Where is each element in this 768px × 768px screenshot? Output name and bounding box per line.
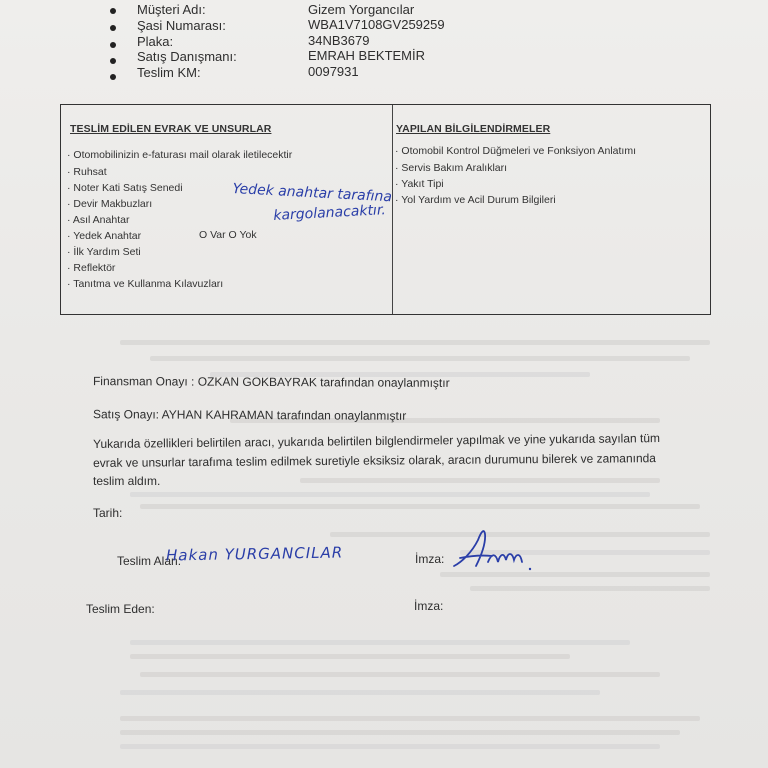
information-item: · Yakıt Tipi [395, 178, 444, 190]
delivered-docs-title: TESLİM EDİLEN EVRAK VE UNSURLAR [70, 123, 272, 135]
sales-consultant-label: Satış Danışmanı: [137, 49, 237, 64]
signature-label-deliverer: İmza: [414, 599, 444, 613]
spare-key-options: O Var O Yok [199, 229, 257, 241]
delivered-doc-item: · İlk Yardım Seti [67, 246, 141, 258]
delivered-doc-item: · Noter Kati Satış Senedi [67, 182, 183, 194]
plate-value: 34NB3679 [308, 33, 370, 48]
chassis-number-value: WBA1V7108GV259259 [308, 17, 445, 32]
received-by-label: Teslim Alan: [117, 554, 182, 568]
bullet-icon [110, 58, 116, 64]
information-item: · Yol Yardım ve Acil Durum Bilgileri [395, 194, 556, 206]
finance-approval-text: Finansman Onayı : OZKAN GOKBAYRAK tarafından onaylanmıştır [92, 374, 450, 390]
delivered-doc-item: · Reflektör [67, 262, 116, 274]
delivered-by-label: Teslim Eden: [86, 602, 155, 616]
delivery-checklist-box [60, 104, 711, 315]
handwritten-note-line: Yedek anahtar tarafına [232, 181, 393, 206]
delivered-doc-item: · Asıl Anahtar [67, 214, 130, 226]
statement-line: evrak ve unsurlar tarafıma teslim edilmek suretiyle eksiksiz olarak, aracın durumunu bilerek ve zamanında [93, 451, 657, 470]
information-given-title: YAPILAN BİLGİLENDİRMELER [396, 123, 551, 135]
delivery-km-label: Teslim KM: [137, 65, 201, 80]
plate-label: Plaka: [137, 34, 174, 49]
received-by-handwritten-name: Hakan YURGANCILAR [165, 543, 344, 565]
customer-name-value: Gizem Yorgancılar [308, 2, 415, 17]
bullet-icon [110, 25, 116, 31]
delivered-doc-item: · Otomobilinizin e-faturası mail olarak iletilecektir [67, 149, 293, 161]
signature-label-receiver: İmza: [415, 552, 445, 566]
delivered-doc-item: · Yedek Anahtar [67, 230, 142, 242]
statement-line: Yukarıda özellikleri belirtilen aracı, yukarıda belirtilen bilglendirmeler yapılmak ve yine yukarıda sayılan tüm [93, 431, 661, 451]
sales-consultant-value: EMRAH BEKTEMİR [308, 48, 426, 63]
bullet-icon [110, 42, 116, 48]
information-item: · Servis Bakım Aralıkları [395, 162, 508, 174]
chassis-number-label: Şasi Numarası: [137, 18, 226, 33]
delivered-doc-item: · Ruhsat [67, 166, 107, 178]
date-label: Tarih: [93, 506, 123, 520]
signature-scribble [448, 522, 538, 582]
handwritten-note-line: kargolanacaktır. [273, 202, 387, 224]
customer-name-label: Müşteri Adı: [137, 2, 206, 17]
statement-line: teslim aldım. [93, 474, 161, 488]
box-divider [392, 105, 393, 314]
delivery-km-value: 0097931 [308, 64, 359, 79]
information-item: · Otomobil Kontrol Düğmeleri ve Fonksiyon Anlatımı [395, 145, 637, 157]
bullet-icon [110, 74, 116, 80]
delivered-doc-item: · Tanıtma ve Kullanma Kılavuzları [67, 278, 224, 290]
sales-approval-text: Satış Onayı: AYHAN KAHRAMAN tarafından onaylanmıştır [92, 407, 407, 423]
bullet-icon [110, 8, 116, 14]
delivered-doc-item: · Devir Makbuzları [67, 198, 153, 210]
